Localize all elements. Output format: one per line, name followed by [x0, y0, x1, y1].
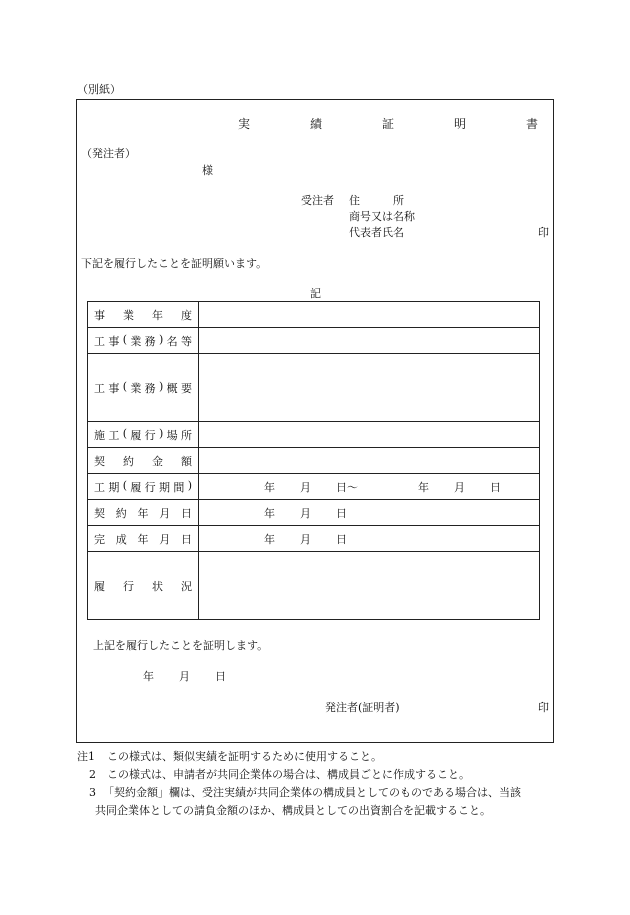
lbl-char: ( [122, 426, 127, 440]
lbl-char: 事 [108, 334, 120, 348]
performance-status-field[interactable] [199, 552, 540, 620]
ki-label: 記 [310, 287, 321, 300]
table-row [88, 302, 540, 328]
lbl-char: 完 [94, 532, 105, 546]
cert-day: 日 [215, 670, 226, 683]
lbl-char: ( [122, 478, 127, 492]
row-label [88, 526, 199, 552]
lbl-char: 務 [144, 381, 156, 395]
table-row [88, 354, 540, 422]
lbl-char: 行 [144, 428, 156, 442]
lbl-char: 日 [181, 506, 192, 520]
table-row [88, 500, 540, 526]
table-row [88, 422, 540, 448]
company-name-label: 商号又は名称 [349, 210, 415, 223]
completion-date-field[interactable] [199, 526, 540, 552]
lbl-char: ( [122, 379, 127, 393]
lbl-char: 履 [130, 428, 142, 442]
representative-label: 代表者氏名 [349, 226, 404, 239]
row-label-text [94, 453, 192, 469]
lbl-char: 度 [181, 308, 192, 322]
lbl-char: 工 [94, 334, 105, 348]
contractor-role: 受注者 [301, 194, 334, 207]
lbl-char: ) [159, 332, 164, 346]
lbl-char: 状 [152, 579, 163, 593]
lbl-char: 年 [137, 532, 149, 546]
lbl-char: 事 [94, 308, 105, 322]
lbl-char: 事 [108, 381, 120, 395]
row-label [88, 328, 199, 354]
record-table [87, 301, 540, 620]
certifier-seal: 印 [538, 701, 549, 714]
contract-amount-field[interactable] [199, 448, 540, 474]
lbl-char: 期 [108, 480, 120, 494]
fiscal-year-field[interactable] [199, 302, 540, 328]
lbl-char: 要 [181, 381, 192, 395]
completion-day: 日 [336, 532, 347, 546]
term-start-day: 日～ [336, 480, 358, 494]
certify-text: 上記を履行したことを証明します。 [93, 639, 269, 652]
table-row [88, 448, 540, 474]
row-label [88, 302, 199, 328]
term-end-month: 月 [454, 480, 465, 494]
row-label-text [94, 380, 192, 396]
lbl-char: 履 [130, 480, 142, 494]
row-label [88, 500, 199, 526]
row-label-text [94, 333, 192, 349]
completion-month: 月 [300, 532, 311, 546]
project-summary-field[interactable] [199, 354, 540, 422]
honorific: 様 [202, 164, 213, 177]
document-title: 実 績 証 明 書 [238, 117, 563, 131]
note-2-num: 2 [89, 768, 96, 781]
contract-year: 年 [264, 506, 275, 520]
lbl-char: 工 [94, 480, 105, 494]
term-start-year: 年 [264, 480, 275, 494]
row-label-text [94, 307, 192, 323]
term-field[interactable] [199, 474, 540, 500]
contract-day: 日 [336, 506, 347, 520]
lbl-char: 工 [94, 381, 105, 395]
contract-date-field[interactable] [199, 500, 540, 526]
lbl-char: ( [122, 332, 127, 346]
lbl-char: 行 [123, 579, 134, 593]
cert-year: 年 [143, 670, 154, 683]
lbl-char: 成 [115, 532, 127, 546]
lbl-char: 履 [94, 579, 105, 593]
lbl-char: 業 [130, 334, 142, 348]
note-1-num: 注1 [77, 750, 95, 763]
location-field[interactable] [199, 422, 540, 448]
row-label [88, 552, 199, 620]
row-label [88, 354, 199, 422]
row-label [88, 448, 199, 474]
note-3-num: 3 [89, 786, 96, 799]
lbl-char: 額 [181, 454, 192, 468]
lbl-char: 約 [115, 506, 127, 520]
lbl-char: 況 [181, 579, 192, 593]
note-3-text: 「契約金額」欄は、受注実績が共同企業体の構成員としてのものである場合は、当該 [103, 786, 521, 799]
row-label-text [94, 427, 192, 443]
lbl-char: ) [187, 478, 192, 492]
lbl-char: 場 [166, 428, 178, 442]
project-name-field[interactable] [199, 328, 540, 354]
orderer-label: （発注者） [81, 147, 136, 160]
row-label-text [94, 531, 192, 547]
table-row [88, 526, 540, 552]
row-label-text [94, 479, 192, 495]
table-row [88, 328, 540, 354]
lbl-char: 等 [181, 334, 192, 348]
table-row [88, 474, 540, 500]
lbl-char: 契 [94, 506, 105, 520]
lbl-char: 概 [166, 381, 178, 395]
lbl-char: 年 [137, 506, 149, 520]
lbl-char: 日 [181, 532, 192, 546]
cert-month: 月 [179, 670, 190, 683]
row-label [88, 422, 199, 448]
certifier-label: 発注者(証明者) [325, 701, 400, 714]
contract-month: 月 [300, 506, 311, 520]
request-text: 下記を履行したことを証明願います。 [81, 257, 268, 270]
note-1-text: この様式は、類似実績を証明するために使用すること。 [107, 750, 382, 763]
lbl-char: 月 [159, 506, 171, 520]
lbl-char: 契 [94, 454, 105, 468]
term-end-day: 日 [490, 480, 501, 494]
term-start-month: 月 [300, 480, 311, 494]
lbl-char: 金 [152, 454, 163, 468]
row-label [88, 474, 199, 500]
lbl-char: 年 [152, 308, 163, 322]
lbl-char: 工 [108, 428, 120, 442]
lbl-char: 業 [130, 381, 142, 395]
lbl-char: 業 [123, 308, 134, 322]
address-label: 住 所 [349, 194, 404, 207]
lbl-char: 間 [173, 480, 185, 494]
lbl-char: 約 [123, 454, 134, 468]
attachment-label: （別紙） [77, 83, 121, 96]
lbl-char: 名 [166, 334, 178, 348]
lbl-char: 期 [159, 480, 171, 494]
lbl-char: 行 [144, 480, 156, 494]
lbl-char: 月 [159, 532, 171, 546]
lbl-char: ) [159, 426, 164, 440]
term-end-year: 年 [418, 480, 429, 494]
row-label-text [94, 505, 192, 521]
note-3-continued: 共同企業体としての請負金額のほか、構成員としての出資割合を記載すること。 [95, 804, 491, 817]
lbl-char: 施 [94, 428, 105, 442]
note-2-text: この様式は、申請者が共同企業体の場合は、構成員ごとに作成すること。 [107, 768, 470, 781]
table-row [88, 552, 540, 620]
lbl-char: 所 [181, 428, 192, 442]
lbl-char: ) [159, 379, 164, 393]
lbl-char: 務 [144, 334, 156, 348]
completion-year: 年 [264, 532, 275, 546]
row-label-text [94, 578, 192, 594]
contractor-seal: 印 [538, 226, 549, 239]
